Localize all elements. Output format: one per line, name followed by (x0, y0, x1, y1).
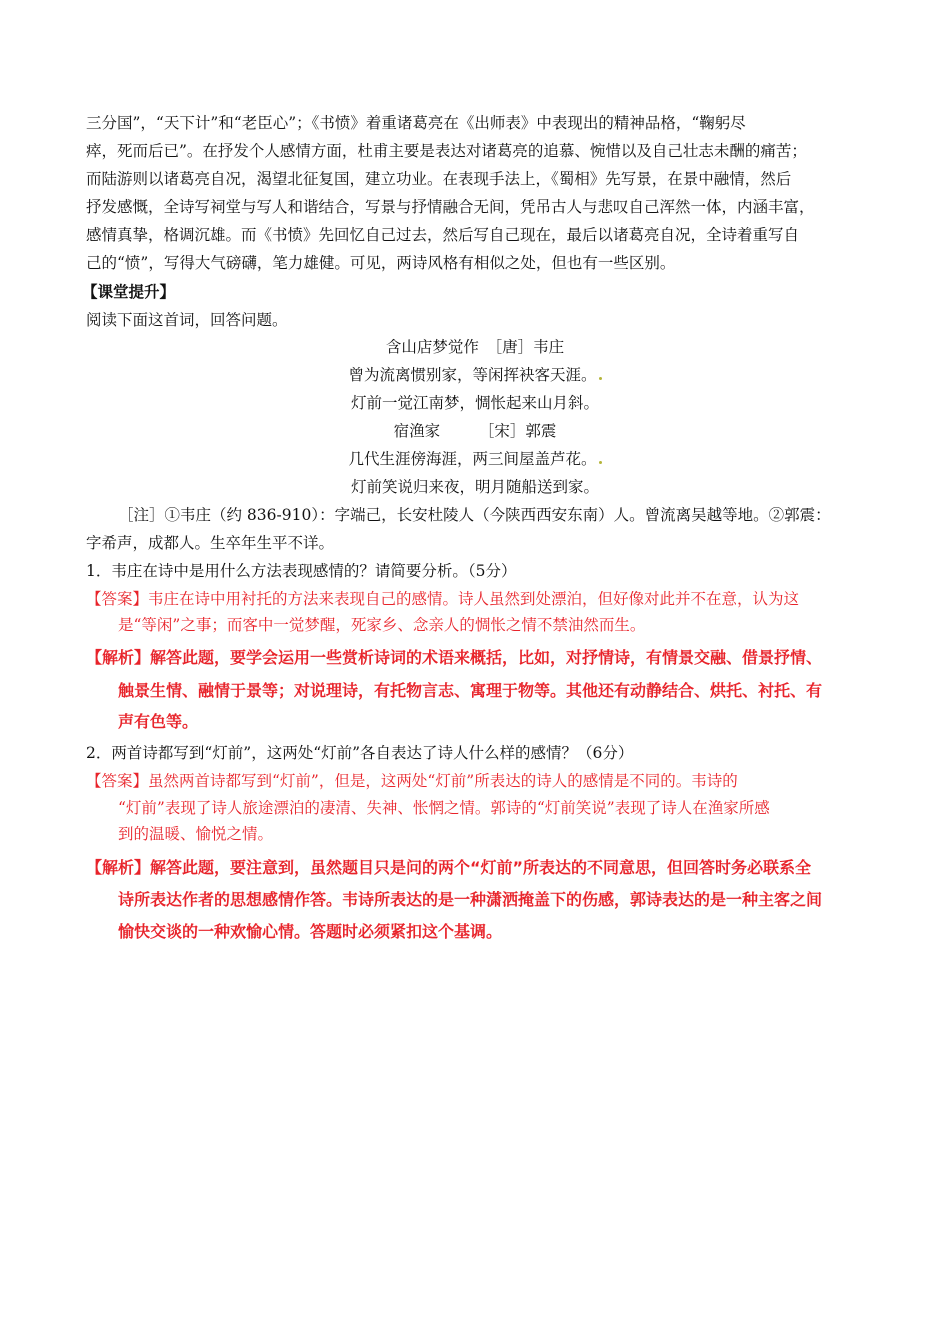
answer-1-line: 是“等闲”之事；而客中一觉梦醒，死家乡、念亲人的惆怅之情不禁油然而生。 (118, 616, 646, 634)
ink-dot (599, 377, 602, 380)
poem2-line-1 (0, 448, 950, 470)
answer-1-line: 【答案】韦庄在诗中用衬托的方法来表现自己的感情。诗人虽然到处漂泊，但好像对此并不在意，认为这 (86, 590, 800, 608)
note-line: 字希声，成都人。生卒年生平不详。 (86, 534, 335, 552)
poem2-title: 宿渔家 ［宋］郭震 (393, 422, 557, 440)
paragraph-line: 己的“愤”，写得大气磅礴，笔力雄健。可见，两诗风格有相似之处，但也有一些区别。 (86, 254, 676, 272)
paragraph-line: 抒发感慨，全诗写祠堂与写人和谐结合，写景与抒情融合无间，凭吊古人与悲叹自己浑然一体，内涵丰富， (86, 198, 815, 216)
poem1-line-1 (0, 364, 950, 386)
ink-dot (599, 461, 602, 464)
analysis-1-line: 声有色等。 (118, 712, 199, 731)
analysis-1-line: 触景生情、融情于景等；对说理诗，有托物言志、寓理于物等。其他还有动静结合、烘托、衬托、有 (118, 681, 823, 700)
instruction-text: 阅读下面这首词，回答问题。 (86, 311, 288, 329)
paragraph-line: 瘁，死而后已”。在抒发个人感情方面，杜甫主要是表达对诸葛亮的追慕、惋惜以及自己壮志未酬的痛苦； (86, 142, 807, 160)
answer-2-line: 【答案】虽然两首诗都写到“灯前”，但是，这两处“灯前”所表达的诗人的感情是不同的。韦诗的 (86, 772, 738, 790)
poem2-line-2: 灯前笑说归来夜，明月随船送到家。 (350, 478, 599, 496)
question-2: 2．两首诗都写到“灯前”，这两处“灯前”各自表达了诗人什么样的感情？（6分） (86, 744, 634, 762)
poem1-line-2: 灯前一觉江南梦，惆怅起来山月斜。 (350, 394, 599, 412)
poem1-title: 含山店梦觉作 ［唐］韦庄 (385, 338, 565, 356)
paragraph-line: 三分国”，“天下计”和“老臣心”；《书愤》着重诸葛亮在《出师表》中表现出的精神品格，“鞠躬尽 (86, 114, 746, 132)
analysis-2-line: 愉快交谈的一种欢愉心情。答题时必须紧扣这个基调。 (118, 922, 503, 941)
poem-line-text: 几代生涯傍海涯，两三间屋盖芦花。 (348, 450, 597, 468)
paragraph-line: 而陆游则以诸葛亮自况，渴望北征复国，建立功业。在表现手法上，《蜀相》先写景，在景中融情，然后 (86, 170, 792, 188)
analysis-1-line: 【解析】解答此题，要学会运用一些赏析诗词的术语来概括，比如，对抒情诗，有情景交融、借景抒情、 (86, 648, 823, 667)
poem-line-text: 曾为流离惯别家，等闲挥袂客天涯。 (348, 366, 597, 384)
analysis-2-line: 【解析】解答此题，要注意到，虽然题目只是问的两个“灯前”所表达的不同意思，但回答时务必联系全 (86, 858, 812, 877)
answer-2-line: 到的温暖、愉悦之情。 (118, 825, 274, 843)
question-1: 1．韦庄在诗中是用什么方法表现感情的？请简要分析。（5分） (86, 562, 517, 580)
section-heading: 【课堂提升】 (82, 282, 176, 301)
paragraph-line: 感情真挚，格调沉雄。而《书愤》先回忆自己过去，然后写自己现在，最后以诸葛亮自况，全诗着重写自 (86, 226, 800, 244)
note-line: ［注］①韦庄（约 836-910）：字端己，长安杜陵人（今陕西西安东南）人。曾流离吴越等地。②郭震： (118, 506, 831, 524)
analysis-2-line: 诗所表达作者的思想感情作答。韦诗所表达的是一种潇洒掩盖下的伤感，郭诗表达的是一种主客之间 (118, 890, 823, 909)
answer-2-line: “灯前”表现了诗人旅途漂泊的凄清、失神、怅惘之情。郭诗的“灯前笑说”表现了诗人在渔家所感 (118, 799, 770, 817)
